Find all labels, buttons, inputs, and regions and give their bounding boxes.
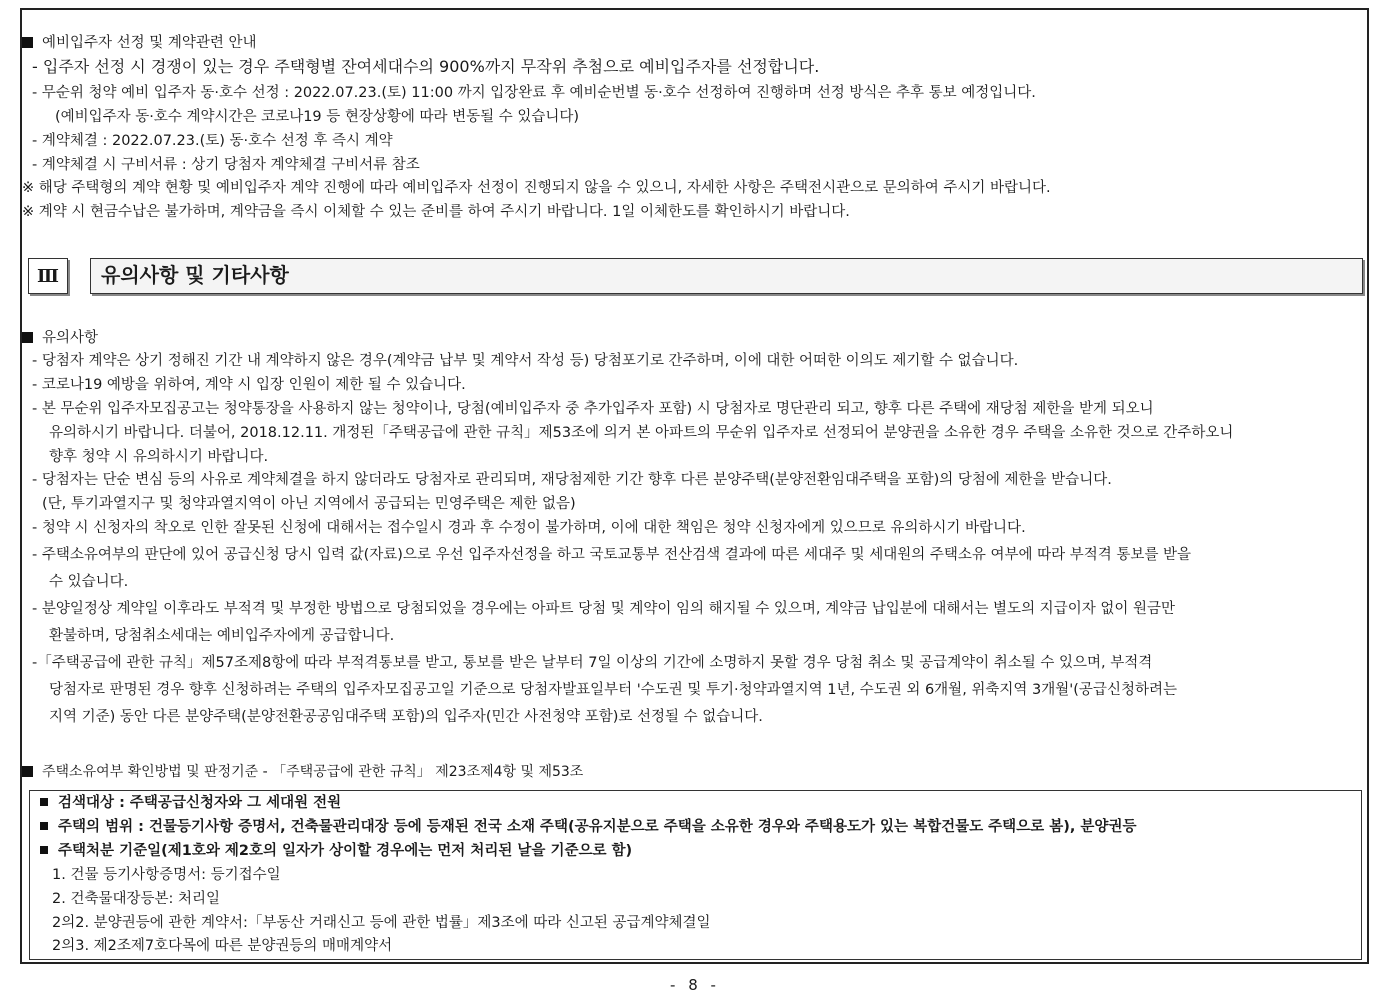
notice1-heading: 예비입주자 선정 및 계약관련 안내 bbox=[22, 33, 257, 53]
ownership-bold-line: 주택처분 기준일(제1호와 제2호의 일자가 상이할 경우에는 먼저 처리된 날을 기준으로 함) bbox=[40, 841, 632, 861]
notice2-line: 당첨자로 판명된 경우 향후 신청하려는 주택의 입주자모집공고일 기준으로 당첨자발표일부터 '수도권 및 투기·청약과열지역 1년, 수도권 외 6개월, 위축지역 3개월'(공급신청하려는 bbox=[49, 682, 1177, 698]
ownership-bold-line: 주택의 범위 : 건물등기사항 증명서, 건축물관리대장 등에 등재된 전국 소재 주택(공유지분으로 주택을 소유한 경우와 주택용도가 있는 복합건물도 주택으로 봄), 분양권등 bbox=[40, 817, 1136, 837]
notice2-line: - 당첨자는 단순 변심 등의 사유로 계약체결을 하지 않더라도 당첨자로 관리되며, 재당첨제한 기간 향후 다른 분양주택(분양전환임대주택을 포함)의 당첨에 제한을 받습니다. bbox=[32, 472, 1112, 488]
ownership-item: 2의3. 제2조제7호다목에 따른 분양권등의 매매계약서 bbox=[52, 938, 393, 954]
notice1-line: ※ 해당 주택형의 계약 현황 및 예비입주자 계약 진행에 따라 예비입주자 선정이 진행되지 않을 수 있으니, 자세한 사항은 주택전시관으로 문의하여 주시기 바랍니다. bbox=[22, 180, 1051, 196]
notice2-line: - 주택소유여부의 판단에 있어 공급신청 당시 입력 값(자료)으로 우선 입주자선정을 하고 국토교통부 전산검색 결과에 따른 세대주 및 세대원의 주택소유 여부에 따라 부적격 통보를 받을 bbox=[32, 547, 1192, 563]
square-bullet-icon bbox=[22, 766, 33, 777]
notice1-line: - 계약체결 시 구비서류 : 상기 당첨자 계약체결 구비서류 참조 bbox=[32, 157, 420, 173]
section-title: 유의사항 및 기타사항 bbox=[90, 258, 1363, 294]
ownership-bold-line: 검색대상 : 주택공급신청자와 그 세대원 전원 bbox=[40, 793, 341, 813]
notice2-line: 환불하며, 당첨취소세대는 예비입주자에게 공급합니다. bbox=[49, 628, 395, 644]
ownership-item: 1. 건물 등기사항증명서: 등기접수일 bbox=[52, 867, 281, 883]
section-number: Ⅲ bbox=[28, 258, 68, 294]
notice2-line: 지역 기준) 동안 다른 분양주택(분양전환공공임대주택 포함)의 입주자(민간 사전청약 포함)로 선정될 수 없습니다. bbox=[49, 709, 763, 725]
notice2-line: 유의하시기 바랍니다. 더불어, 2018.12.11. 개정된「주택공급에 관한 규칙」제53조에 의거 본 아파트의 무순위 입주자로 선정되어 분양권을 소유한 경우 주택을 소유한 것으로 간주하오니 bbox=[49, 425, 1234, 441]
notice2-line: - 청약 시 신청자의 착오로 인한 잘못된 신청에 대해서는 접수일시 경과 후 수정이 불가하며, 이에 대한 책임은 청약 신청자에게 있으므로 유의하시기 바랍니다. bbox=[32, 520, 1026, 536]
square-bullet-icon bbox=[40, 846, 48, 854]
notice1-line: - 계약체결 : 2022.07.23.(토) 동·호수 선정 후 즉시 계약 bbox=[32, 133, 393, 149]
ownership-box bbox=[29, 790, 1362, 960]
ownership-heading: 주택소유여부 확인방법 및 판정기준 - 「주택공급에 관한 규칙」 제23조제4항 및 제53조 bbox=[22, 762, 583, 782]
notice1-line: - 무순위 청약 예비 입주자 동·호수 선정 : 2022.07.23.(토) 11:00 까지 입장완료 후 예비순번별 동·호수 선정하여 진행하며 선정 방식은 추후 통보 예정입니다. bbox=[32, 85, 1036, 101]
notice2-line: 수 있습니다. bbox=[49, 574, 129, 590]
square-bullet-icon bbox=[22, 332, 33, 343]
notice2-line: -「주택공급에 관한 규칙」제57조제8항에 따라 부적격통보를 받고, 통보를 받은 날부터 7일 이상의 기간에 소명하지 못할 경우 당첨 취소 및 공급계약이 취소될 수 있으며, 부적격 bbox=[32, 655, 1153, 671]
notice1-line: - 입주자 선정 시 경쟁이 있는 경우 주택형별 잔여세대수의 900%까지 무작위 추첨으로 예비입주자를 선정합니다. bbox=[32, 57, 820, 76]
notice2-line: - 본 무순위 입주자모집공고는 청약통장을 사용하지 않는 청약이나, 당첨(예비입주자 중 추가입주자 포함) 시 당첨자로 명단관리 되고, 향후 다른 주택에 재당첨 제한을 받게 되오니 bbox=[32, 401, 1154, 417]
square-bullet-icon bbox=[22, 37, 33, 48]
notice2-line: - 당첨자 계약은 상기 정해진 기간 내 계약하지 않은 경우(계약금 납부 및 계약서 작성 등) 당첨포기로 간주하며, 이에 대한 어떠한 이의도 제기할 수 없습니다. bbox=[32, 353, 1019, 369]
notice1-line: ※ 계약 시 현금수납은 불가하며, 계약금을 즉시 이체할 수 있는 준비를 하여 주시기 바랍니다. 1일 이체한도를 확인하시기 바랍니다. bbox=[22, 204, 850, 220]
ownership-item: 2. 건축물대장등본: 처리일 bbox=[52, 891, 221, 907]
notice1-line: (예비입주자 동·호수 계약시간은 코로나19 등 현장상황에 따라 변동될 수 있습니다) bbox=[55, 109, 580, 125]
notice2-line: 향후 청약 시 유의하시기 바랍니다. bbox=[49, 449, 269, 465]
notice2-line: (단, 투기과열지구 및 청약과열지역이 아닌 지역에서 공급되는 민영주택은 제한 없음) bbox=[42, 496, 576, 512]
page-number: - 8 - bbox=[670, 976, 720, 994]
notice2-heading: 유의사항 bbox=[22, 328, 98, 348]
notice2-line: - 분양일정상 계약일 이후라도 부적격 및 부정한 방법으로 당첨되었을 경우에는 아파트 당첨 및 계약이 임의 해지될 수 있으며, 계약금 납입분에 대해서는 별도의 지급이자 없이 원금만 bbox=[32, 601, 1175, 617]
notice2-line: - 코로나19 예방을 위하여, 계약 시 입장 인원이 제한 될 수 있습니다. bbox=[32, 377, 466, 393]
ownership-item: 2의2. 분양권등에 관한 계약서:「부동산 거래신고 등에 관한 법률」제3조에 따라 신고된 공급계약체결일 bbox=[52, 915, 711, 931]
square-bullet-icon bbox=[40, 822, 48, 830]
square-bullet-icon bbox=[40, 798, 48, 806]
